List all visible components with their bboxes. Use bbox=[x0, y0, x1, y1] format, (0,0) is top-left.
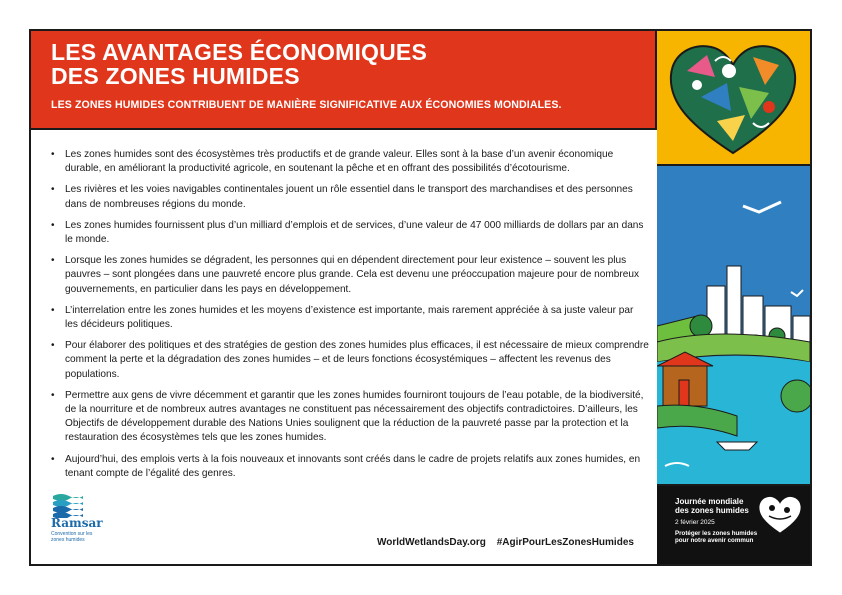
page-subtitle: LES ZONES HUMIDES CONTRIBUENT DE MANIÈRE SIGNIFICATIVE AUX ÉCONOMIES MONDIALES. bbox=[51, 99, 562, 111]
header-banner bbox=[31, 31, 657, 130]
bullet-item: • Aujourd’hui, des emplois verts à la fois nouveaux et innovants sont créés dans le cadre de projets relatifs aux zones humides, en tenant compte de l’égalité des genres. bbox=[49, 453, 649, 481]
website-link[interactable]: WorldWetlandsDay.org bbox=[377, 537, 486, 548]
event-tagline: Protéger les zones humides pour notre avenir commun bbox=[675, 530, 758, 544]
page-title bbox=[51, 40, 611, 88]
bullet-item: • Les rivières et les voies navigables continentales jouent un rôle essentiel dans le transport des marchandises et des personnes dans de nombreuses régions du monde. bbox=[49, 183, 649, 211]
side-column bbox=[657, 31, 810, 564]
heart-panel bbox=[657, 31, 810, 166]
ramsar-logo bbox=[51, 490, 103, 543]
bullet-item: • Les zones humides fournissent plus d’un milliard d’emplois et de services, d’une valeur de 47 000 milliards de dollars par an dans le monde. bbox=[49, 219, 649, 247]
wetland-city-scene bbox=[657, 166, 810, 486]
poster-frame bbox=[29, 29, 812, 566]
event-date: 2 février 2025 bbox=[675, 519, 715, 526]
title-line-2: DES ZONES HUMIDES bbox=[51, 63, 300, 89]
logo-caption: Convention sur les zones humides bbox=[51, 531, 93, 543]
bullet-item: • Permettre aux gens de vivre décemment et garantir que les zones humides fourniront toujours de l’eau potable, de la biodiversité, de la nourriture et de nombreux autres avantages ne constituent pas nécessairement des objectifs contradictoires. D’ailleurs, les Objectifs de développement durable des Nations Unies soulignent que la réduction de la pauvreté passe par la protection et la restauration des écosystèmes tels que les zones humides. bbox=[49, 389, 649, 446]
bullet-item: • L’interrelation entre les zones humides et les moyens d’existence est importante, mais rarement appréciée à sa juste valeur par les décideurs politiques. bbox=[49, 304, 649, 332]
bullet-item: • Pour élaborer des politiques et des stratégies de gestion des zones humides plus efficaces, il est nécessaire de mieux comprendre comment la perte et la dégradation des zones humides – et de leurs fonctions écosystémiques – affectent les revenus des populations. bbox=[49, 339, 649, 382]
title-line-1: LES AVANTAGES ÉCONOMIQUES bbox=[51, 39, 428, 65]
event-panel bbox=[657, 486, 810, 564]
hashtag-text: #AgirPourLesZonesHumides bbox=[496, 537, 634, 548]
heart-collage-icon bbox=[657, 31, 810, 164]
logo-name: Ramsar bbox=[51, 516, 103, 530]
bullet-item: • Les zones humides sont des écosystèmes très productifs et de grande valeur. Elles sont à la base d’un avenir économique durable, en améliorant la productivité agricole, en soutenant la pêche et en offrant des possibilités d’écotourisme. bbox=[49, 148, 649, 176]
ramsar-waves-icon bbox=[51, 490, 103, 530]
bullet-item: • Lorsque les zones humides se dégradent, les personnes qui en dépendent directement pour leur existence – souvent les plus pauvres – sont plongées dans une pauvreté encore plus grande. Cela est devenu une préoccupation majeure pour de nombreux gouvernements, en particulier dans les pays en développement. bbox=[49, 254, 649, 297]
event-title: Journée mondiale des zones humides bbox=[675, 497, 749, 515]
bullet-list bbox=[49, 148, 649, 481]
content-area bbox=[49, 148, 649, 488]
footer-links bbox=[377, 537, 642, 548]
mini-heart-icon bbox=[757, 494, 803, 534]
